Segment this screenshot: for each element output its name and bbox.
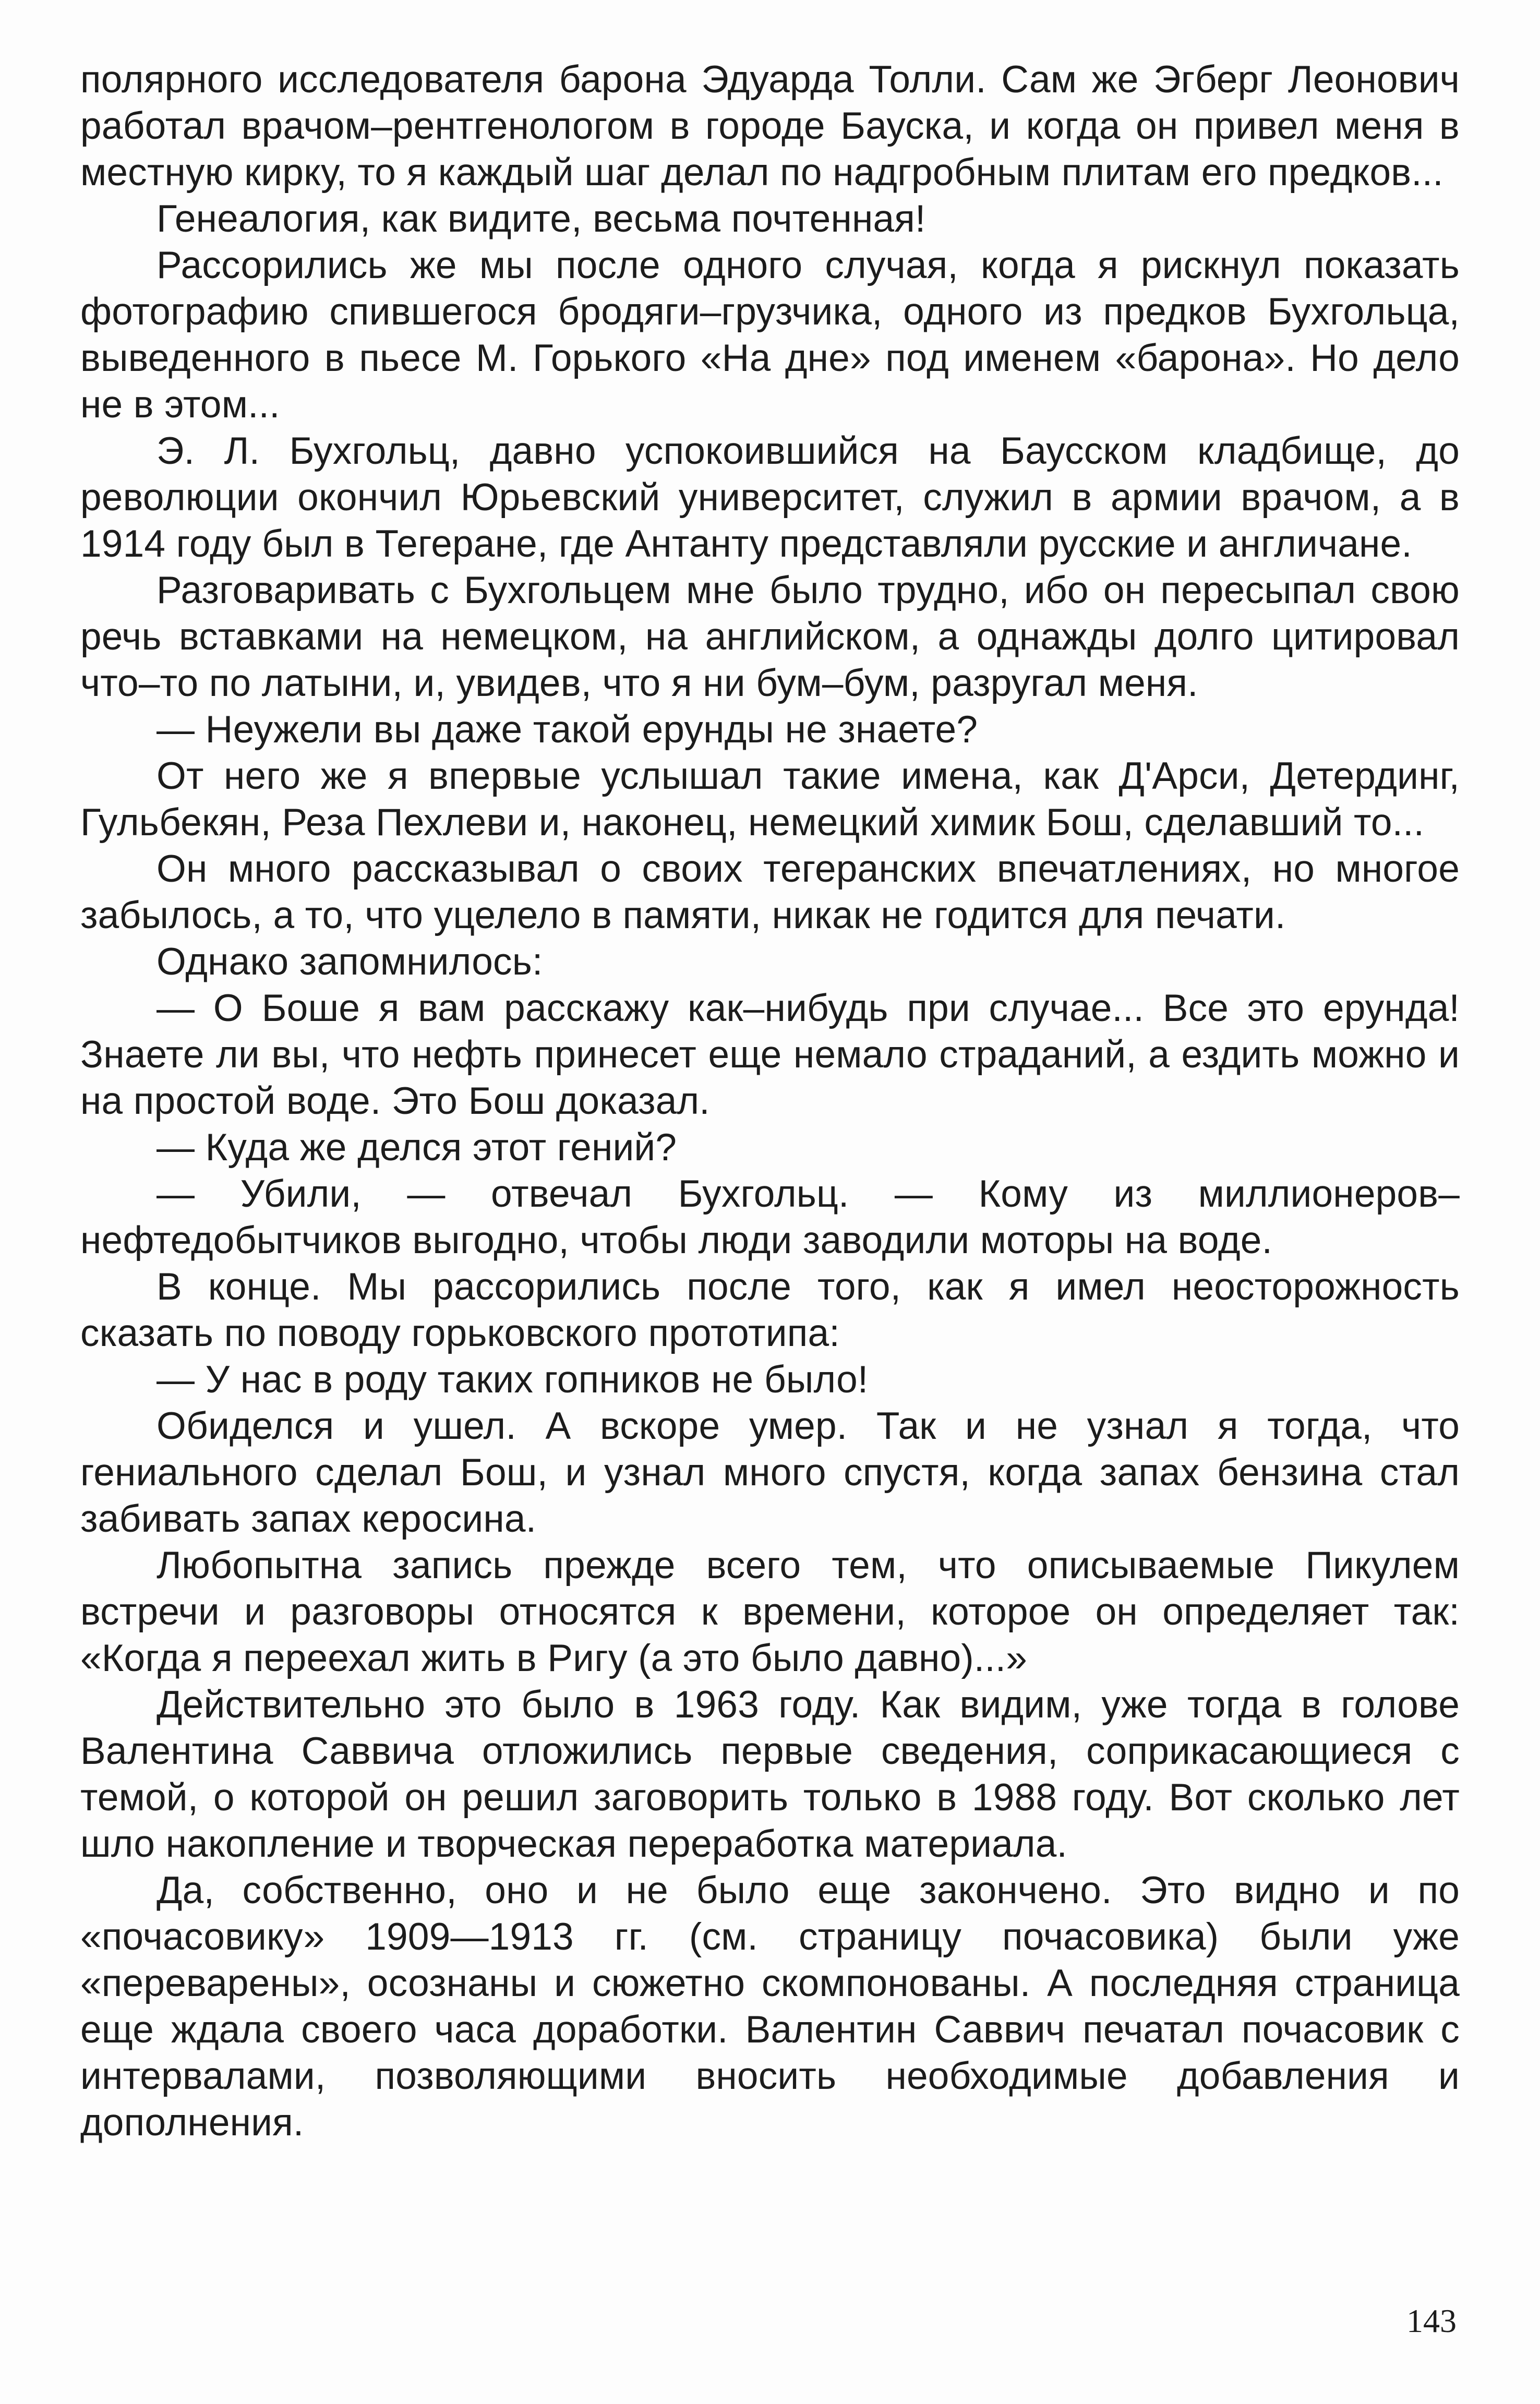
paragraph-13: В конце. Мы рассорились после того, как я имел неосторожность сказать по поводу горьковского прототипа: xyxy=(80,1266,1460,1354)
paragraph-5: Разговаривать с Бухгольцем мне было трудно, ибо он пересыпал свою речь вставками на немецком, на английском, а однажды долго цитировал что–то по латыни, и, увидев, что я ни бум–бум, разругал меня. xyxy=(80,569,1460,704)
paragraph-7: От него же я впервые услышал такие имена, как Д'Арси, Детердинг, Гульбекян, Реза Пехлеви и, наконец, немецкий химик Бош, сделавший то... xyxy=(80,755,1460,844)
paragraph-8: Он много рассказывал о своих тегеранских впечатлениях, но многое забылось, а то, что уцелело в памяти, никак не годится для печати. xyxy=(80,848,1460,936)
paragraph-17: Действительно это было в 1963 году. Как видим, уже тогда в голове Валентина Саввича отложились первые сведения, соприкасающиеся с темой, о которой он решил заговорить только в 1988 году. Вот сколько лет шло накопление и творческая переработка материала. xyxy=(80,1684,1460,1865)
paragraph-3: Рассорились же мы после одного случая, когда я рискнул показать фотографию спившегося бродяги–грузчика, одного из предков Бухгольца, выведенного в пьесе М. Горького «На дне» под именем «барона». Но дело не в этом... xyxy=(80,244,1460,426)
page-number: 143 xyxy=(1406,2302,1457,2339)
paragraph-2: Генеалогия, как видите, весьма почтенная! xyxy=(157,198,926,240)
paragraph-18: Да, собственно, оно и не было еще закончено. Это видно и по «почасовику» 1909—1913 гг. (см. страницу почасовика) были уже «переварены», осознаны и сюжетно скомпонованы. А последняя страница еще ждала своего часа доработки. Валентин Саввич печатал почасовик с интервалами, позволяющими вносить необходимые добавления и дополнения. xyxy=(80,1869,1460,2144)
paragraph-1: полярного исследователя барона Эдуарда Толли. Сам же Эгберг Леонович работал врачом–рентгенологом в городе Бауска, и когда он привел меня в местную кирку, то я каждый шаг делал по надгробным плитам его предков... xyxy=(80,58,1460,194)
paragraph-14: — У нас в роду таких гопников не было! xyxy=(157,1359,869,1401)
body-text xyxy=(80,56,1460,2146)
paragraph-12: — Убили, — отвечал Бухгольц. — Кому из миллионеров–нефтедобытчиков выгодно, чтобы люди заводили моторы на воде. xyxy=(80,1173,1460,1261)
paragraph-4: Э. Л. Бухгольц, давно успокоившийся на Баусском кладбище, до революции окончил Юрьевский университет, служил в армии врачом, а в 1914 году был в Тегеране, где Антанту представляли русские и англичане. xyxy=(80,430,1460,565)
paragraph-15: Обиделся и ушел. А вскоре умер. Так и не узнал я тогда, что гениального сделал Бош, и узнал много спустя, когда запах бензина стал забивать запах керосина. xyxy=(80,1405,1460,1540)
paragraph-10: — О Боше я вам расскажу как–нибудь при случае... Все это ерунда! Знаете ли вы, что нефть принесет еще немало страданий, а ездить можно и на простой воде. Это Бош доказал. xyxy=(80,987,1460,1122)
paragraph-16: Любопытна запись прежде всего тем, что описываемые Пикулем встречи и разговоры относятся к времени, которое он определяет так: «Когда я переехал жить в Ригу (а это было давно)...» xyxy=(80,1544,1460,1679)
paragraph-6: — Неужели вы даже такой ерунды не знаете? xyxy=(157,708,978,751)
paragraph-11: — Куда же делся этот гений? xyxy=(157,1126,677,1169)
paragraph-9: Однако запомнилось: xyxy=(157,941,543,983)
